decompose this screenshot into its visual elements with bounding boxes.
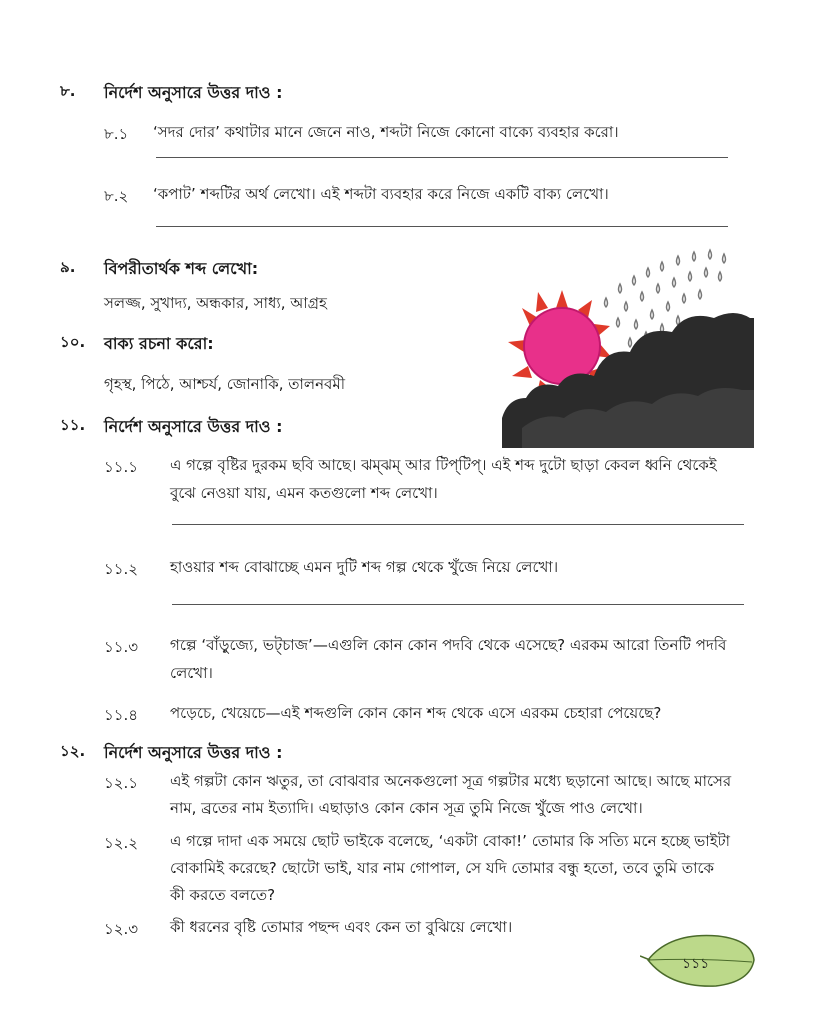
q11-1-number: ১১.১ [104,458,138,476]
q9-number: ৯. [60,258,76,276]
q11-1-line2: বুঝে নেওয়া যায়, এমন কতগুলো শব্দ লেখো। [170,484,438,502]
q8-1-text: ‘সদর দোর’ কথাটার মানে জেনে নাও, শব্দটা নিজে কোনো বাক্যে ব্যবহার করো। [153,123,619,141]
q11-3-line1: গল্পে ‘বাঁড়ুজ্যে, ভট্‌চাজ’—এগুলি কোন কোন পদবি থেকে এসেছে? এরকম আরো তিনটি পদবি [170,636,727,654]
q12-2-line3: কী করতে বলতে? [170,886,276,904]
q11-2-number: ১১.২ [104,560,138,578]
q11-1-line1: এ গল্পে বৃষ্টির দুরকম ছবি আছে। ঝম্‌ঝম্‌ আর টিপ্‌টিপ্‌। এই শব্দ দুটো ছাড়া কেবল ধ্বনি থেকেই [170,456,717,474]
q10-words: গৃহস্থ, পিঠে, আশ্চর্য, জোনাকি, তালনবমী [104,375,345,393]
sun [524,308,600,384]
answer-line [156,157,728,158]
q12-1-number: ১২.১ [104,774,138,792]
q8-2-number: ৮.২ [104,187,129,205]
q12-2-number: ১২.২ [104,834,139,852]
q11-3-number: ১১.৩ [104,638,138,656]
q12-1-line1: এই গল্পটা কোন ঋতুর, তা বোঝবার অনেকগুলো সূত্র গল্পটার মধ্যে ছড়ানো আছে। আছে মাসের [170,772,732,790]
q12-number: ১২. [60,742,86,760]
q11-4-line1: পড়েচে, খেয়েচে—এই শব্দগুলি কোন কোন শব্দ থেকে এসে এরকম চেহারা পেয়েছে? [170,704,662,722]
page-number: ১১১ [682,956,710,972]
answer-line [172,524,744,525]
q12-3-line1: কী ধরনের বৃষ্টি তোমার পছন্দ এবং কেন তা বুঝিয়ে লেখো। [170,918,513,936]
answer-line [172,604,744,605]
answer-line [156,226,728,227]
sun-rain-cloud-illustration [502,248,754,448]
q8-2-text: ‘কপাট’ শব্দটির অর্থ লেখো। এই শব্দটা ব্যবহার করে নিজে একটি বাক্য লেখো। [153,185,609,203]
q11-2-line1: হাওয়ার শব্দ বোঝাচ্ছে এমন দুটি শব্দ গল্প থেকে খুঁজে নিয়ে লেখো। [170,558,559,576]
q12-2-line2: বোকামিই করেছে? ছোটো ভাই, যার নাম গোপাল, সে যদি তোমার বন্ধু হতো, তবে তুমি তাকে [170,859,715,877]
q8-number: ৮. [60,82,76,100]
q12-2-line1: এ গল্পে দাদা এক সময়ে ছোট ভাইকে বলেছে, ‘একটা বোকা!’ তোমার কি সত্যি মনে হচ্ছে ভাইটা [170,832,731,850]
q10-heading: বাক্য রচনা করো: [104,334,214,353]
q12-3-number: ১২.৩ [104,920,139,938]
q9-words: সলজ্জ, সুখাদ্য, অন্ধকার, সাধ্য, আগ্রহ [104,294,327,312]
q8-heading: নির্দেশ অনুসারে উত্তর দাও : [104,83,283,102]
q8-1-number: ৮.১ [104,125,129,143]
q12-heading: নির্দেশ অনুসারে উত্তর দাও : [104,743,283,762]
q11-4-number: ১১.৪ [104,706,138,724]
q12-1-line2: নাম, ব্রতের নাম ইত্যাদি। এছাড়াও কোন কোন সূত্র তুমি নিজে খুঁজে পাও লেখো। [170,799,643,817]
q10-number: ১০. [60,333,86,351]
q11-number: ১১. [60,416,86,434]
q11-heading: নির্দেশ অনুসারে উত্তর দাও : [104,417,283,436]
q9-heading: বিপরীতার্থক শব্দ লেখো: [104,259,259,278]
q11-3-line2: লেখো। [170,664,213,682]
